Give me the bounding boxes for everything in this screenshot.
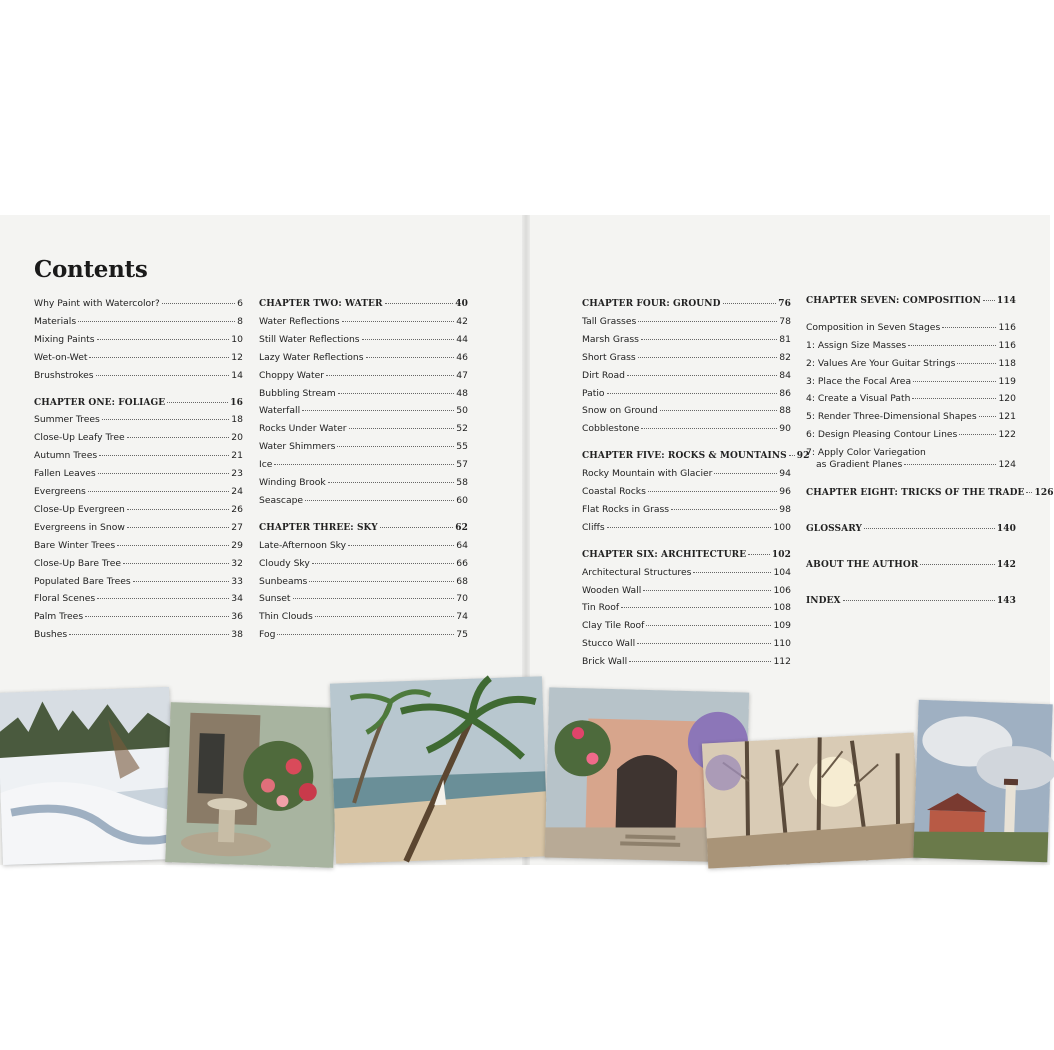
toc-entry: [259, 540, 468, 552]
toc-entry-label: Flat Rocks in Grass: [582, 503, 670, 515]
toc-entry-label: Dirt Road: [582, 369, 625, 381]
toc-entry: [582, 504, 791, 516]
toc-page-number: 50: [456, 405, 468, 417]
toc-entry: [806, 393, 1016, 405]
toc-page-number: 62: [455, 522, 468, 533]
toc-entry-label: Clay Tile Roof: [582, 620, 645, 632]
toc-entry-label: Waterfall: [259, 405, 301, 417]
toc-page-number: 112: [773, 656, 791, 668]
toc-page-number: 96: [779, 486, 791, 497]
toc-leader-dots: [305, 500, 454, 501]
toc-leader-dots: [671, 509, 777, 510]
toc-leader-dots: [315, 616, 455, 617]
toc-entry-label: Brick Wall: [582, 656, 628, 668]
toc-entry-label: Close-Up Bare Tree: [34, 557, 122, 569]
toc-entry-label: CHAPTER FOUR: GROUND: [582, 299, 721, 309]
toc-page-number: 78: [779, 315, 791, 327]
toc-entry-label: INDEX: [806, 596, 841, 607]
toc-leader-dots: [349, 428, 455, 429]
toc-page-number: 94: [779, 468, 791, 480]
toc-page-number: 116: [998, 321, 1016, 333]
toc-leader-dots: [309, 581, 454, 582]
toc-leader-dots: [348, 545, 454, 546]
toc-entry: [259, 405, 468, 417]
toc-entry-label: Close-Up Evergreen: [34, 503, 125, 515]
toc-leader-dots: [789, 455, 795, 456]
toc-page-number: 143: [996, 596, 1016, 607]
toc-entry: [259, 611, 468, 623]
toc-leader-dots: [983, 300, 995, 301]
toc-leader-dots: [69, 634, 229, 635]
toc-chapter-heading: [806, 595, 1016, 607]
toc-entry-label: Late-Afternoon Sky: [259, 539, 347, 551]
toc-entry: [582, 370, 791, 382]
toc-entry-label: Materials: [34, 315, 77, 327]
toc-leader-dots: [641, 339, 777, 340]
toc-leader-dots: [366, 357, 455, 358]
toc-entry-label: Sunset: [259, 593, 291, 605]
toc-chapter-heading: [806, 487, 1054, 499]
toc-page-number: 121: [998, 411, 1016, 423]
toc-page-number: 126: [1034, 488, 1054, 499]
toc-page-number: 140: [996, 524, 1016, 535]
toc-leader-dots: [326, 375, 454, 376]
toc-entry-label: CHAPTER THREE: SKY: [259, 522, 378, 533]
toc-entry: [806, 411, 1016, 423]
toc-page-number: 66: [456, 557, 468, 569]
toc-page-number: 92: [796, 451, 810, 462]
toc-entry-label: 2: Values Are Your Guitar Strings: [806, 357, 956, 369]
toc-entry-label: Cliffs: [582, 521, 605, 533]
toc-leader-dots: [102, 419, 229, 420]
toc-page-number: 6: [237, 298, 243, 309]
toc-entry: [582, 602, 791, 614]
toc-entry: [582, 316, 791, 328]
toc-leader-dots: [342, 321, 455, 322]
toc-entry-label: Cobblestone: [582, 423, 640, 435]
toc-entry: [34, 334, 243, 346]
toc-leader-dots: [385, 303, 454, 304]
toc-entry-label: Summer Trees: [34, 414, 100, 426]
toc-page-number: 75: [456, 629, 468, 641]
toc-leader-dots: [641, 428, 777, 429]
toc-leader-dots: [638, 321, 777, 322]
toc-entry-label: Water Reflections: [259, 315, 340, 327]
winter-snow-painting: [0, 687, 175, 865]
toc-entry-label: Thin Clouds: [259, 611, 313, 623]
toc-page-number: 23: [231, 468, 243, 480]
toc-page-number: 98: [779, 503, 791, 515]
toc-leader-dots: [693, 572, 771, 573]
toc-entry-label: Bare Winter Trees: [34, 539, 116, 551]
toc-page-number: 102: [771, 549, 791, 560]
toc-page-number: 52: [456, 423, 468, 435]
toc-entry: [259, 459, 468, 471]
toc-leader-dots: [380, 527, 454, 528]
toc-leader-dots: [920, 564, 994, 565]
toc-page-number: 70: [456, 593, 468, 605]
toc-chapter-heading: [34, 397, 243, 409]
toc-entry-label: 1: Assign Size Masses: [806, 339, 907, 351]
toc-entry-label: CHAPTER EIGHT: TRICKS OF THE TRADE: [806, 488, 1025, 499]
toc-page-number: 42: [456, 315, 468, 327]
toc-page-number: 44: [456, 333, 468, 345]
toc-leader-dots: [97, 598, 229, 599]
toc-entry-label: ABOUT THE AUTHOR: [806, 560, 919, 571]
toc-entry: [582, 405, 791, 417]
toc-entry-label: Short Grass: [582, 351, 636, 363]
toc-entry-label: Snow on Ground: [582, 405, 658, 417]
toc-leader-dots: [843, 600, 995, 601]
toc-leader-dots: [627, 375, 777, 376]
toc-entry: [34, 352, 243, 364]
toc-entry: [34, 504, 243, 516]
toc-page-number: 55: [456, 441, 468, 453]
toc-page-number: 90: [779, 423, 791, 435]
toc-entry-label: Sunbeams: [259, 575, 308, 587]
toc-entry: [259, 388, 468, 400]
toc-leader-dots: [328, 482, 455, 483]
toc-page-number: 33: [231, 575, 243, 587]
toc-entry-label: Why Paint with Watercolor?: [34, 298, 160, 309]
toc-entry: [259, 593, 468, 605]
toc-leader-dots: [167, 402, 228, 403]
toc-entry-label: Evergreens in Snow: [34, 521, 125, 533]
toc-leader-dots: [97, 339, 230, 340]
toc-chapter-heading: [806, 559, 1016, 571]
toc-page-number: 48: [456, 387, 468, 399]
toc-entry-label: Wet-on-Wet: [34, 351, 88, 363]
toc-entry: [259, 477, 468, 489]
bare-trees-painting: [702, 733, 920, 869]
toc-leader-dots: [99, 455, 229, 456]
toc-entry: [34, 298, 243, 310]
toc-entry: [259, 495, 468, 507]
toc-entry-label: Populated Bare Trees: [34, 575, 131, 587]
toc-page-number: 14: [231, 369, 243, 381]
toc-leader-dots: [274, 464, 454, 465]
toc-entry-label: Bubbling Stream: [259, 387, 336, 399]
toc-entry-label: 6: Design Pleasing Contour Lines: [806, 429, 958, 441]
toc-entry: [582, 352, 791, 364]
toc-page-number: 120: [998, 393, 1016, 405]
toc-page-number: 38: [231, 629, 243, 641]
lighthouse-clouds-painting: [913, 700, 1052, 863]
toc-entry: [34, 450, 243, 462]
toc-leader-dots: [637, 643, 771, 644]
toc-page-number: 47: [456, 369, 468, 381]
toc-entry: [582, 585, 791, 597]
toc-entry-label: Still Water Reflections: [259, 333, 360, 345]
toc-page-number: 26: [231, 503, 243, 515]
toc-entry-label: CHAPTER SEVEN: COMPOSITION: [806, 296, 982, 306]
toc-page-number: 110: [773, 638, 791, 650]
toc-page-number: 86: [779, 387, 791, 399]
toc-entry: [34, 468, 243, 480]
toc-page-number: 12: [231, 351, 243, 363]
toc-page-number: 24: [231, 486, 243, 497]
toc-entry: [34, 370, 243, 382]
toc-leader-dots: [607, 527, 772, 528]
toc-entry-label: Tall Grasses: [582, 315, 637, 327]
toc-leader-dots: [864, 528, 995, 529]
toc-entry-label: Wooden Wall: [582, 584, 642, 596]
toc-leader-dots: [127, 437, 230, 438]
toc-entry-label: Evergreens: [34, 486, 86, 497]
toc-chapter-heading: [259, 298, 468, 310]
toc-leader-dots: [648, 491, 777, 492]
toc-page-number: 88: [779, 405, 791, 417]
toc-page-number: 16: [230, 397, 243, 408]
toc-page-number: 118: [998, 357, 1016, 369]
toc-leader-dots: [293, 598, 455, 599]
toc-entry-label: Cloudy Sky: [259, 557, 310, 569]
toc-entry: [34, 316, 243, 328]
toc-page-number: 57: [456, 459, 468, 471]
toc-entry-label: Water Shimmers: [259, 441, 336, 453]
toc-page-number: 81: [779, 333, 791, 345]
toc-page-number: 124: [998, 459, 1016, 471]
toc-entry-label: Seascape: [259, 494, 304, 506]
toc-entry-line-2: [806, 459, 1016, 471]
toc-page-number: 106: [773, 584, 791, 596]
toc-leader-dots: [908, 345, 996, 346]
toc-leader-dots: [302, 410, 454, 411]
toc-entry: [582, 486, 791, 498]
toc-entry-label: Choppy Water: [259, 369, 325, 381]
toc-leader-dots: [912, 398, 996, 399]
toc-page-number: 108: [773, 602, 791, 614]
toc-leader-dots: [959, 434, 996, 435]
toc-leader-dots: [607, 393, 778, 394]
toc-entry: [34, 432, 243, 444]
toc-page-number: 21: [231, 450, 243, 462]
toc-page-number: 8: [237, 315, 243, 327]
toc-page-number: 68: [456, 575, 468, 587]
toc-entry-label: Tin Roof: [582, 602, 620, 614]
toc-page-number: 116: [998, 339, 1016, 351]
toc-leader-dots: [98, 473, 230, 474]
toc-entry: [582, 638, 791, 650]
toc-leader-dots: [362, 339, 455, 340]
toc-entry-label: Coastal Rocks: [582, 486, 646, 497]
toc-entry: [34, 414, 243, 426]
toc-page-number: 29: [231, 539, 243, 551]
toc-leader-dots: [714, 473, 777, 474]
toc-entry: [34, 593, 243, 605]
toc-entry: [806, 376, 1016, 388]
toc-leader-dots: [942, 327, 996, 328]
toc-entry-label: Marsh Grass: [582, 333, 639, 345]
toc-page-number: 100: [773, 521, 791, 533]
toc-entry: [34, 522, 243, 534]
toc-leader-dots: [957, 363, 996, 364]
toc-leader-dots: [96, 375, 230, 376]
toc-entry-label: Patio: [582, 387, 605, 399]
toc-leader-dots: [127, 509, 229, 510]
toc-page-number: 119: [998, 375, 1016, 387]
toc-page-number: 58: [456, 477, 468, 488]
toc-entry-label: Palm Trees: [34, 611, 84, 623]
toc-entry-label: Mixing Paints: [34, 333, 95, 345]
toc-entry-label: Brushstrokes: [34, 369, 94, 381]
toc-leader-dots: [338, 393, 455, 394]
toc-entry: [34, 576, 243, 588]
toc-entry-label: Fallen Leaves: [34, 468, 96, 480]
toc-page-number: 142: [996, 560, 1016, 571]
toc-page-number: 27: [231, 521, 243, 533]
toc-entry-label: 5: Render Three-Dimensional Shapes: [806, 411, 977, 423]
toc-page-number: 109: [773, 620, 791, 632]
toc-entry-label: Fog: [259, 629, 276, 641]
toc-page-number: 82: [779, 351, 791, 363]
toc-entry: [582, 468, 791, 480]
toc-chapter-heading: [582, 450, 810, 462]
toc-entry: [259, 558, 468, 570]
toc-leader-dots: [1026, 492, 1032, 493]
toc-page-number: 40: [455, 299, 468, 309]
toc-chapter-heading: [582, 549, 791, 561]
toc-page-number: 60: [456, 494, 468, 506]
toc-page-number: 76: [778, 299, 791, 309]
toc-leader-dots: [979, 416, 997, 417]
toc-entry: [34, 486, 243, 498]
toc-entry: [259, 370, 468, 382]
fountain-garden-painting: [165, 702, 338, 868]
toc-leader-dots: [913, 381, 996, 382]
toc-entry-label: Rocks Under Water: [259, 423, 347, 435]
toc-leader-dots: [123, 563, 229, 564]
toc-leader-dots: [88, 491, 229, 492]
toc-entry: [582, 620, 791, 632]
toc-page-number: 84: [779, 369, 791, 381]
toc-entry-label: CHAPTER FIVE: ROCKS & MOUNTAINS: [582, 451, 787, 462]
toc-page-number: 74: [456, 611, 468, 623]
toc-page-number: 32: [231, 557, 243, 569]
toc-entry-label: Autumn Trees: [34, 450, 98, 462]
toc-leader-dots: [643, 590, 771, 591]
toc-page-number: 46: [456, 351, 468, 363]
toc-entry: [259, 441, 468, 453]
toc-entry-label: CHAPTER SIX: ARCHITECTURE: [582, 549, 747, 560]
toc-chapter-heading: [259, 522, 468, 534]
toc-page-number: 104: [773, 566, 791, 578]
toc-page-number: 10: [231, 333, 243, 345]
toc-entry: [34, 629, 243, 641]
toc-entry: [806, 429, 1016, 441]
toc-entry: [582, 334, 791, 346]
toc-entry: [806, 358, 1016, 370]
toc-entry: [582, 567, 791, 579]
toc-leader-dots: [337, 446, 454, 447]
toc-entry: [582, 656, 791, 668]
toc-chapter-heading: [582, 298, 791, 310]
toc-entry-label: GLOSSARY: [806, 524, 863, 535]
toc-chapter-heading: [806, 523, 1016, 535]
toc-chapter-heading: [806, 295, 1016, 307]
toc-entry: [259, 352, 468, 364]
toc-page-number: 64: [456, 539, 468, 551]
toc-entry: [259, 576, 468, 588]
toc-page-number: 36: [231, 611, 243, 623]
toc-entry: [34, 540, 243, 552]
toc-entry-label: 7: Apply Color Variegation: [806, 447, 926, 459]
toc-entry-label: Lazy Water Reflections: [259, 351, 364, 363]
toc-leader-dots: [127, 527, 229, 528]
toc-page-number: 34: [231, 593, 243, 605]
toc-entry-label: Winding Brook: [259, 477, 326, 488]
toc-entry-label: Composition in Seven Stages: [806, 321, 941, 333]
toc-leader-dots: [162, 303, 235, 304]
toc-entry: [259, 316, 468, 328]
toc-leader-dots: [277, 634, 454, 635]
toc-leader-dots: [748, 554, 770, 555]
toc-entry: [259, 423, 468, 435]
toc-entry-label: Ice: [259, 459, 273, 471]
toc-leader-dots: [638, 357, 778, 358]
page-title: Contents: [34, 256, 148, 283]
toc-entry: [34, 611, 243, 623]
toc-leader-dots: [904, 464, 996, 465]
toc-entry-label: Architectural Structures: [582, 566, 692, 578]
toc-entry-label: CHAPTER TWO: WATER: [259, 299, 383, 309]
toc-entry-label: Floral Scenes: [34, 593, 96, 605]
toc-leader-dots: [89, 357, 229, 358]
toc-entry: [806, 447, 1016, 471]
toc-entry-label-continued: as Gradient Planes: [816, 459, 903, 471]
toc-leader-dots: [117, 545, 229, 546]
toc-entry-label: Bushes: [34, 629, 68, 641]
toc-entry: [806, 340, 1016, 352]
toc-leader-dots: [85, 616, 229, 617]
toc-page-number: 18: [231, 414, 243, 426]
toc-entry: [582, 522, 791, 534]
toc-entry-label: CHAPTER ONE: FOLIAGE: [34, 397, 166, 408]
toc-entry-label: 3: Place the Focal Area: [806, 375, 912, 387]
toc-leader-dots: [646, 625, 771, 626]
palm-beach-painting: [330, 676, 548, 863]
toc-entry: [259, 629, 468, 641]
toc-entry-label: Stucco Wall: [582, 638, 636, 650]
toc-entry: [582, 423, 791, 435]
toc-page-number: 20: [231, 432, 243, 444]
toc-leader-dots: [660, 410, 777, 411]
toc-leader-dots: [723, 303, 777, 304]
toc-leader-dots: [621, 607, 771, 608]
toc-leader-dots: [78, 321, 235, 322]
toc-leader-dots: [133, 581, 230, 582]
toc-entry: [582, 388, 791, 400]
toc-page-number: 122: [998, 429, 1016, 441]
toc-entry: [259, 334, 468, 346]
toc-leader-dots: [629, 661, 771, 662]
toc-entry-label: Rocky Mountain with Glacier: [582, 468, 713, 480]
toc-page-number: 114: [996, 296, 1016, 306]
toc-entry-label: Close-Up Leafy Tree: [34, 432, 125, 444]
toc-entry: [34, 558, 243, 570]
toc-leader-dots: [312, 563, 454, 564]
toc-entry-label: 4: Create a Visual Path: [806, 393, 911, 405]
toc-entry: [806, 322, 1016, 334]
